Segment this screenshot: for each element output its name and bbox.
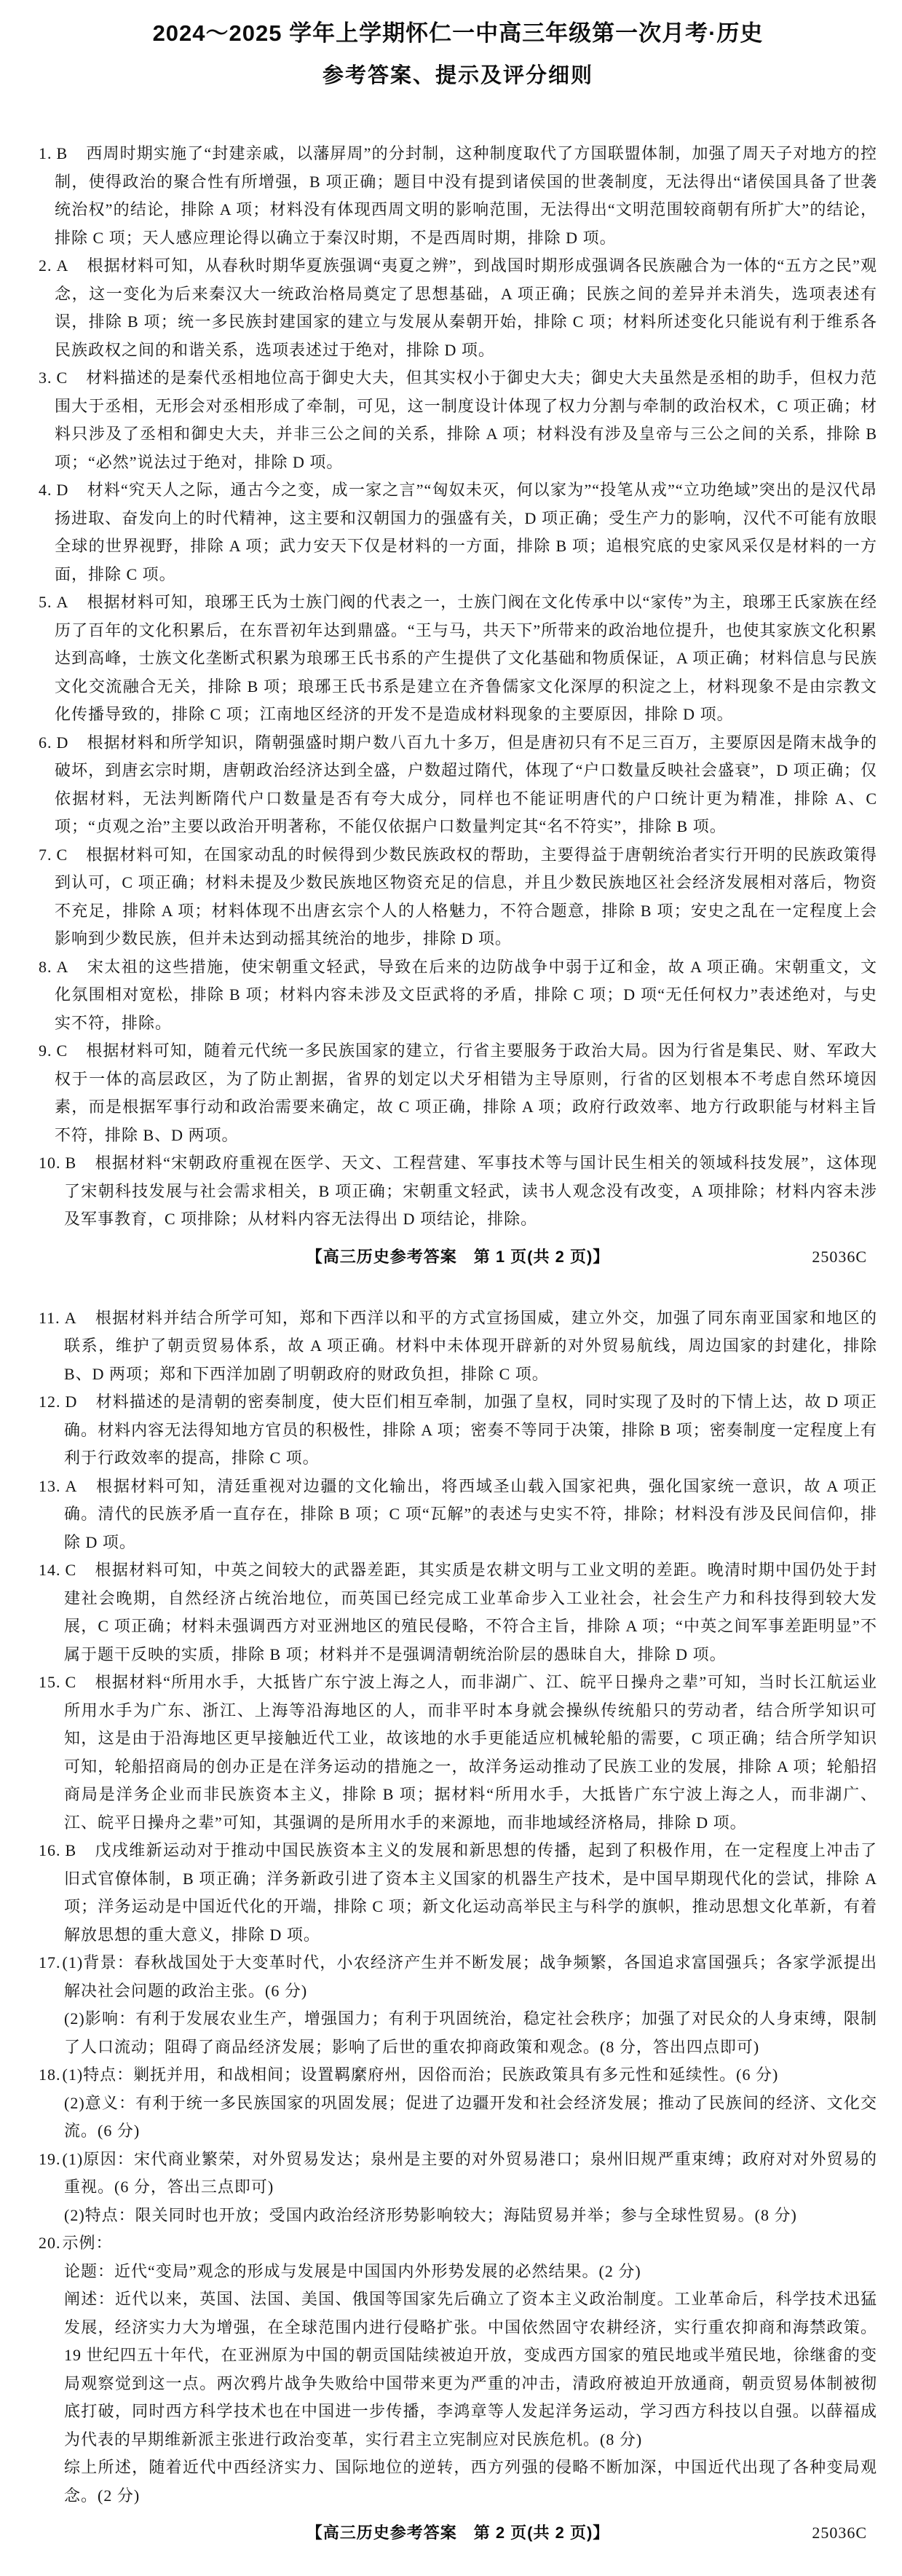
answer-item-19: [39, 2146, 877, 2230]
item-number: 19.: [39, 2149, 61, 2168]
item-answer-letter: A: [64, 1308, 77, 1327]
answer-item-10: [39, 1149, 877, 1234]
answer-paragraph: 12. D 材料描述的是清朝的密奏制度，使大臣们相互牵制，加强了皇权，同时实现了及时的下情上达，故 D 项正确。材料内容无法得知地方官员的积极性，排除 A 项；密奏不等同于决策，排除 B 项；密奏制度一定程度上有利于行政效率的提高，排除 C 项。: [39, 1393, 877, 1467]
answer-paragraph: 5. A 根据材料可知，琅琊王氏为士族门阀的代表之一，士族门阀在文化传承中以“家传”为主，琅琊王氏家族在经历了百年的文化积累后，在东晋初年达到鼎盛。“王与马，共天下”所带来的政治地位提升，也使其家族文化积累达到高峰，士族文化垄断式积累为琅琊王氏书系的产生提供了文化基础和物质保证，A 项正确；材料信息与民族文化交流融合无关，排除 B 项；琅琊王氏书系是建立在齐鲁儒家文化深厚的积淀之上，材料现象不是由宗教文化传播导致的，排除 C 项；江南地区经济的开发不是造成材料现象的主要原因，排除 D 项。: [39, 593, 877, 723]
item-answer-letter: A: [56, 957, 69, 976]
item-number: 18.: [39, 2065, 61, 2084]
answer-paragraph: 13. A 根据材料可知，清廷重视对边疆的文化输出，将西域圣山载入国家祀典，强化国家统一意识，故 A 项正确。清代的民族矛盾一直存在，排除 B 项；C 项“瓦解”的表述与史实不符，排除；材料没有涉及民间信仰，排除 D 项。: [39, 1476, 877, 1551]
paper-code: 25036C: [812, 1247, 867, 1266]
item-number: 2. A: [39, 256, 69, 275]
item-number: 20.: [39, 2234, 61, 2252]
answer-item-6: [39, 729, 877, 841]
item-number: 7. C: [39, 845, 68, 864]
answer-item-4: [39, 476, 877, 588]
item-number: 9. C: [39, 1041, 68, 1060]
answer-item-7: [39, 841, 877, 953]
item-number: 3. C: [39, 369, 68, 387]
item-number: 17.: [39, 1953, 61, 1972]
answer-item-5: [39, 588, 877, 729]
answer-paragraph: 8. A 宋太祖的这些措施，使宋朝重文轻武，导致在后来的边防战争中弱于辽和金，故 A 项正确。宋朝重文，文化氛围相对宽松，排除 B 项；材料内容未涉及文臣武将的矛盾，排除 C 项；D 项“无任何权力”表述绝对，与史实不符，排除。: [39, 957, 877, 1032]
answer-item-20: [39, 2229, 877, 2510]
item-answer-letter: B: [65, 1154, 77, 1172]
answer-item-15: [39, 1669, 877, 1837]
answer-paragraph: 综上所述，随着近代中西经济实力、国际地位的逆转，西方列强的侵略不断加深，中国近代出现了各种变局观念。(2 分): [64, 2458, 877, 2505]
answer-paragraph: 论题：近代“变局”观念的形成与发展是中国国内外形势发展的必然结果。(2 分): [64, 2261, 641, 2280]
page-footer-1: [39, 1243, 877, 1271]
answer-paragraph: 18.(1)特点：剿抚并用，和战相间；设置羁縻府州，因俗而治；民族政策具有多元性和延续性。(6 分): [39, 2065, 779, 2084]
item-answer-letter: C: [56, 1041, 68, 1060]
answer-paragraph: 7. C 根据材料可知，在国家动乱的时候得到少数民族政权的帮助，主要得益于唐朝统治者实行开明的民族政策得到认可，C 项正确；材料未提及少数民族地区物资充足的信息，并且少数民族地区社会经济发展相对落后，物资不充足，排除 A 项；材料体现不出唐玄宗个人的人格魅力，不符合题意，排除 B 项；安史之乱在一定程度上会影响到少数民族，但并未达到动摇其统治的地步，排除 D 项。: [39, 845, 877, 948]
item-answer-letter: B: [65, 1841, 77, 1859]
item-number: 5. A: [39, 593, 69, 611]
item-answer-letter: D: [56, 733, 69, 752]
answer-item-3: [39, 364, 877, 476]
answer-paragraph: 1. B 西周时期实施了“封建亲戚，以藩屏周”的分封制，这种制度取代了方国联盟体制，加强了周天子对地方的控制，使得政治的聚合性有所增强，B 项正确；题目中没有提到诸侯国的世袭制度，无法得出“诸侯国具备了世袭统治权”的结论，排除 A 项；材料没有体现西周文明的影响范围，无法得出“文明范围较商朝有所扩大”的结论，排除 C 项；天人感应理论得以确立于秦汉时期，不是西周时期，排除 D 项。: [39, 144, 877, 247]
paper-code: 25036C: [812, 2524, 867, 2542]
item-number: 12. D: [39, 1393, 78, 1411]
answer-item-18: [39, 2061, 877, 2146]
exam-subtitle: 参考答案、提示及评分细则: [322, 64, 593, 87]
item-answer-letter: C: [56, 369, 68, 387]
item-number: 14. C: [39, 1561, 77, 1579]
exam-title: 2024～2025 学年上学期怀仁一中高三年级第一次月考·历史: [152, 20, 764, 46]
footer-caption: 【高三历史参考答案 第 2 页(共 2 页)】: [306, 2524, 610, 2542]
footer-caption: 【高三历史参考答案 第 1 页(共 2 页)】: [306, 1247, 610, 1266]
answer-paragraph: 15. C 根据材料“所用水手，大抵皆广东宁波上海之人，而非湖广、江、皖平日操舟之辈”可知，当时长江航运业所用水手为广东、浙江、上海等沿海地区的人，而非平时本身就会操纵传统船只的劳动者，结合所学知识可知，这是由于沿海地区更早接触近代工业，故该地的水手更能适应机械轮船的需要，C 项正确；结合所学知识可知，轮船招商局的创办正是在洋务运动的措施之一，故洋务运动推动了民族工业的发展，排除 A 项；轮船招商局是洋务企业而非民族资本主义，排除 B 项；据材料“所用水手，大抵皆广东宁波上海之人，而非湖广、江、皖平日操舟之辈”可知，其强调的是所用水手的来源地，而非地域经济格局，排除 D 项。: [39, 1673, 877, 1832]
item-answer-letter: C: [65, 1673, 77, 1691]
answer-item-8: [39, 953, 877, 1038]
item-number: 6. D: [39, 733, 69, 752]
item-answer-letter: C: [56, 845, 68, 864]
answer-paragraph: 16. B 戊戌维新运动对于推动中国民族资本主义的发展和新思想的传播，起到了积极作用，在一定程度上冲击了旧式官僚体制，B 项正确；洋务新政引进了资本主义国家的机器生产技术，是中国早期现代化的尝试，排除 A 项；洋务运动是中国近代化的开端，排除 C 项；新文化运动高举民主与科学的旗帜，推动思想文化革新，有着解放思想的重大意义，排除 D 项。: [39, 1841, 877, 1944]
answers-page-2: [39, 1304, 877, 2510]
item-answer-letter: A: [56, 256, 69, 275]
answer-item-14: [39, 1556, 877, 1669]
answer-paragraph: 9. C 根据材料可知，随着元代统一多民族国家的建立，行省主要服务于政治大局。因为行省是集民、财、军政大权于一体的高层政区，为了防止割据，省界的划定以犬牙相错为主导原则，行省的区划根本不考虑自然环境因素，而是根据军事行动和政治需要来确定，故 C 项正确，排除 A 项；政府行政效率、地方行政职能与材料主旨不符，排除 B、D 两项。: [39, 1041, 877, 1144]
answer-item-17: [39, 1949, 877, 2061]
item-number: 13. A: [39, 1476, 78, 1495]
answer-item-1: [39, 140, 877, 252]
answers-page-1: [39, 140, 877, 1234]
answer-item-11: [39, 1304, 877, 1389]
item-answer-letter: B: [56, 144, 68, 162]
answer-paragraph: (2)意义：有利于统一多民族国家的巩固发展；促进了边疆开发和社会经济发展；推动了民族间的经济、文化交流。(6 分): [64, 2093, 877, 2140]
answer-paragraph: (2)特点：限关同时也开放；受国内政治经济形势影响较大；海陆贸易并举；参与全球性贸易。(8 分): [64, 2205, 797, 2224]
answer-paragraph: 4. D 材料“究天人之际，通古今之变，成一家之言”“匈奴未灭，何以家为”“投笔从戎”“立功绝域”突出的是汉代昂扬进取、奋发向上的时代精神，这主要和汉朝国力的强盛有关，D 项正确；受生产力的影响，汉代不可能有放眼全球的世界视野，排除 A 项；武力安天下仅是材料的一方面，排除 B 项；追根究底的史家风采仅是材料的一方面，排除 C 项。: [39, 481, 877, 583]
item-answer-letter: A: [65, 1476, 78, 1495]
answer-paragraph: 14. C 根据材料可知，中英之间较大的武器差距，其实质是农耕文明与工业文明的差距。晚清时期中国仍处于封建社会晚期，自然经济占统治地位，而英国已经完成工业革命步入工业社会，社会生产力和科技得到较大发展，C 项正确；材料未强调西方对亚洲地区的殖民侵略，不符合主旨，排除 A 项；“中英之间军事差距明显”不属于题干反映的实质，排除 B 项；材料并不是强调清朝统治阶层的愚昧自大，排除 D 项。: [39, 1561, 877, 1663]
item-answer-letter: D: [65, 1393, 78, 1411]
exam-answer-sheet: [0, 15, 902, 2576]
answer-paragraph: 20.示例：: [39, 2234, 113, 2252]
answer-item-9: [39, 1037, 877, 1149]
document-header: [39, 15, 877, 89]
answer-paragraph: 阐述：近代以来，英国、法国、美国、俄国等国家先后确立了资本主义政治制度。工业革命后，科学技术迅猛发展，经济实力大为增强，在全球范围内进行侵略扩张。中国依然固守农耕经济，实行重农抑商和海禁政策。19 世纪四五十年代，在亚洲原为中国的朝贡国陆续被迫开放，变成西方国家的殖民地或半殖民地，徐继畬的变局观察觉到这一点。两次鸦片战争失败给中国带来更为严重的冲击，清政府被迫开放通商，朝贡贸易体制被彻底打破，同时西方科学技术也在中国进一步传播，李鸿章等人发起洋务运动，学习西方科技以自强。以薛福成为代表的早期维新派主张进行政治变革，实行君主立宪制应对民族危机。(8 分): [64, 2290, 877, 2449]
item-number: 10. B: [39, 1154, 77, 1172]
item-answer-letter: A: [56, 593, 69, 611]
item-number: 1. B: [39, 144, 68, 162]
answer-paragraph: 2. A 根据材料可知，从春秋时期华夏族强调“夷夏之辨”，到战国时期形成强调各民族融合为一体的“五方之民”观念，这一变化为后来秦汉大一统政治格局奠定了思想基础，A 项正确；民族之间的差异并未消失，选项表述有误，排除 B 项；统一多民族封建国家的建立与发展从秦朝开始，排除 C 项；材料所述变化只能说有利于维系各民族政权之间的和谐关系，选项表述过于绝对，排除 D 项。: [39, 256, 877, 359]
answer-paragraph: 11. A 根据材料并结合所学可知，郑和下西洋以和平的方式宣扬国威，建立外交，加强了同东南亚国家和地区的联系，维护了朝贡贸易体系，故 A 项正确。材料中未体现开辟新的对外贸易航线，周边国家的封建化，排除 B、D 两项；郑和下西洋加剧了明朝政府的财政负担，排除 C 项。: [39, 1308, 877, 1383]
item-number: 16. B: [39, 1841, 77, 1859]
answer-paragraph: (2)影响：有利于发展农业生产，增强国力；有利于巩固统治，稳定社会秩序；加强了对民众的人身束缚，限制了人口流动；阻碍了商品经济发展；影响了后世的重农抑商政策和观念。(8 分，答出四点即可): [64, 2009, 877, 2056]
answer-paragraph: 19.(1)原因：宋代商业繁荣，对外贸易发达；泉州是主要的对外贸易港口；泉州旧规严重束缚；政府对对外贸易的重视。(6 分，答出三点即可): [39, 2149, 877, 2196]
answer-item-13: [39, 1473, 877, 1557]
answer-paragraph: 10. B 根据材料“宋朝政府重视在医学、天文、工程营建、军事技术等与国计民生相关的领域科技发展”，这体现了宋朝科技发展与社会需求相关，B 项正确；宋朝重文轻武，读书人观念没有改变，A 项排除；材料内容未涉及军事教育，C 项排除；从材料内容无法得出 D 项结论，排除。: [39, 1154, 877, 1228]
answer-paragraph: 6. D 根据材料和所学知识，隋朝强盛时期户数八百九十多万，但是唐初只有不足三百万，主要原因是隋末战争的破坏，到唐玄宗时期，唐朝政治经济达到全盛，户数超过隋代，体现了“户口数量反映社会盛衰”，D 项正确；仅依据材料，无法判断隋代户口数量是否有夸大成分，同样也不能证明唐代的户口统计更为精准，排除 A、C 项；“贞观之治”主要以政治开明著称，不能仅依据户口数量判定其“名不符实”，排除 B 项。: [39, 733, 877, 835]
item-answer-letter: C: [65, 1561, 77, 1579]
answer-paragraph: 17.(1)背景：春秋战国处于大变革时代，小农经济产生并不断发展；战争频繁，各国追求富国强兵；各家学派提出解决社会问题的政治主张。(6 分): [39, 1953, 877, 2000]
page-footer-2: [39, 2519, 877, 2547]
item-answer-letter: D: [56, 481, 69, 499]
item-number: 11. A: [39, 1308, 77, 1327]
answer-item-16: [39, 1837, 877, 1949]
item-number: 8. A: [39, 957, 69, 976]
item-number: 15. C: [39, 1673, 77, 1691]
answer-item-2: [39, 252, 877, 364]
item-number: 4. D: [39, 481, 69, 499]
answer-item-12: [39, 1388, 877, 1473]
answer-paragraph: 3. C 材料描述的是秦代丞相地位高于御史大夫，但其实权小于御史大夫；御史大夫虽然是丞相的助手，但权力范围大于丞相，无形会对丞相形成了牵制，可见，这一制度设计体现了权力分割与牵制的政治权术，C 项正确；材料只涉及了丞相和御史大夫，并非三公之间的关系，排除 A 项；材料没有涉及皇帝与三公之间的关系，排除 B 项；“必然”说法过于绝对，排除 D 项。: [39, 369, 877, 471]
